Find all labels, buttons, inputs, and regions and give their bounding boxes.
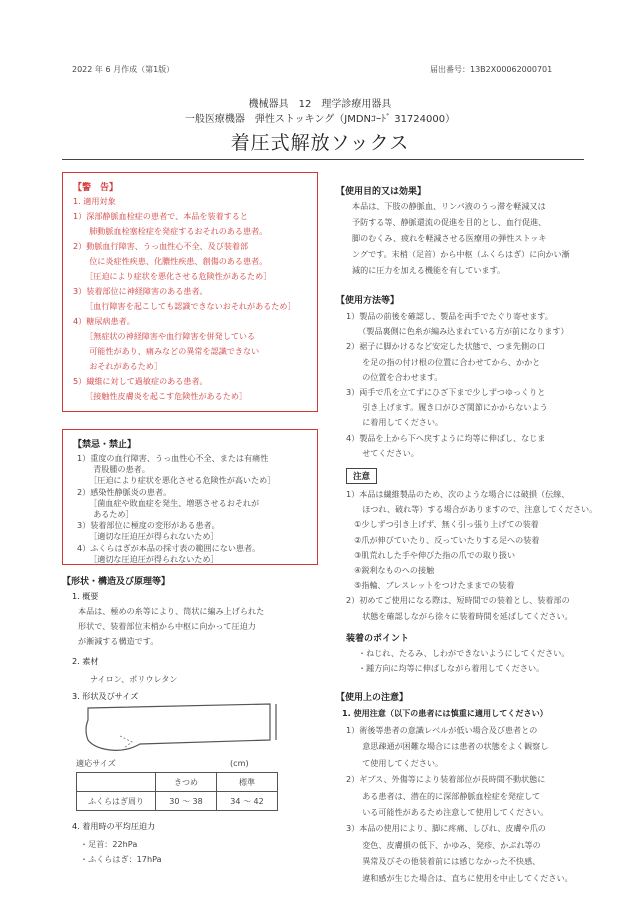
caution-line: て使用してください。 [346, 757, 444, 768]
size-value-tight: 30 ～ 38 [156, 792, 217, 811]
overview-line-2: 形状で、装着部位末梢から中枢に向かって圧迫力 [78, 621, 256, 631]
contraindication-line: 2）感染性静脈炎の患者。 [77, 486, 172, 497]
caution-line: ある患者は、潜在的に深部静脈血栓症を発症して [346, 790, 541, 801]
usage-title: 【使用方法等】 [336, 296, 400, 306]
purpose-line: 本品は、下肢の静脈血、リンパ液のうっ滞を軽減又は [352, 201, 546, 211]
overview-heading: 1. 概要 [72, 591, 99, 601]
material-text: ナイロン、ポリウレタン [90, 674, 178, 684]
filing-number: 届出番号：13B2X00062000701 [430, 65, 553, 74]
note-line: ⑤指輪、ブレスレットをつけたままでの装着 [346, 580, 515, 591]
title-divider [62, 159, 584, 160]
contraindication-line: ［圧迫により症状を悪化させる危険性が高いため］ [77, 475, 276, 486]
warning-line: 肺動脈血栓塞栓症を発症するおそれのある患者。 [73, 226, 268, 236]
purpose-line: 減的に圧力を加える機能を有しています。 [352, 265, 506, 275]
size-header-tight: きつめ [156, 773, 217, 792]
usage-line: 2）裾子に脚かけるなど安定した状態で、つま先側の口 [346, 341, 546, 352]
note-line: ③肌荒れした手や伸びた指の爪での取り扱い [346, 549, 516, 560]
warning-line: おそれがあるため］ [73, 361, 163, 371]
pressure-calf: ・ふくらはぎ：17hPa [80, 854, 162, 864]
usage-line: 3）両手で爪を立てずにひざ下まで少しずつゆっくりと [346, 387, 546, 397]
size-value-standard: 34 ～ 42 [217, 792, 278, 811]
contraindication-line: ［菌血症や敗血症を発生、増悪させるおそれが [77, 497, 260, 508]
warning-line: 5）繊維に対して過敏症のある患者。 [73, 376, 208, 386]
document-title: 着圧式解放ソックス [230, 132, 410, 154]
contraindication-line: 3）装着部位に極度の変形がある患者。 [77, 520, 220, 531]
warning-line: 4）糖尿病患者。 [73, 316, 135, 326]
caution-line: 異常及びその他装着前には感じなかった不快感、 [346, 856, 541, 867]
purpose-line: 脚のむくみ、疲れを軽減させる医療用の弾性ストッキ [352, 233, 547, 243]
contraindication-line: あるため］ [77, 509, 134, 519]
sock-illustration [80, 700, 300, 760]
warning-line: 1）深部静脈血栓症の患者で、本品を装着すると [73, 211, 248, 221]
size-table-corner [77, 773, 156, 792]
overview-line-1: 本品は、極めの糸等により、筒状に編み上げられた [78, 606, 265, 616]
overview-line-3: が漸減する構造です。 [78, 636, 159, 646]
warning-line: ［血行障害を起こしても認識できないおそれがあるため］ [73, 301, 296, 311]
contraindication-line: 1）重度の血行障害、うっ血性心不全、または有痛性 [77, 453, 269, 463]
contraindication-line: 青股腫の患者。 [77, 464, 150, 475]
warning-line: ［圧迫により症状を悪化させる危険性があるため］ [73, 271, 272, 281]
size-table [76, 772, 278, 811]
warning-line: 3）装着部位に神経障害のある患者。 [73, 286, 208, 296]
contraindication-line: ［適切な圧迫圧が得られないため］ [77, 531, 219, 542]
device-category: 機械器具 12 理学診療用器具 [248, 99, 392, 110]
caution-title: 【使用上の注意】 [336, 693, 409, 703]
note-line: 2）初めてご使用になる際は、短時間での装着とし、装着部の [346, 595, 570, 606]
contraindication-title: 【禁忌・禁止】 [73, 440, 137, 450]
warning-line: 位に炎症性疾患、化膿性疾患、創傷のある患者。 [73, 256, 268, 266]
contraindication-line: 4）ふくらはぎが本品の採寸表の範囲にない患者。 [77, 542, 261, 553]
contraindication-line: ［適切な圧迫圧が得られないため］ [77, 553, 219, 564]
caution-line: 2）ギプス、外傷等により装着部位が長時間不動状態に [346, 774, 546, 785]
caution-line: 変色、皮膚損の低下、かゆみ、発疹、かぶれ等の [346, 839, 541, 850]
pressure-heading: 4. 着用時の平均圧迫力 [72, 821, 156, 831]
usage-line: を足の指の付け根の位置に合わせてから、かかと [346, 356, 541, 367]
device-classification: 一般医療機器 弾性ストッキング（JMDNｺｰﾄﾞ 31724000） [184, 114, 456, 125]
usage-line: せてください。 [346, 447, 419, 458]
size-caption: 適応サイズ [76, 758, 116, 768]
usage-line: に着用してください。 [346, 417, 444, 428]
warning-line: 可能性があり、痛みなどの異常を認識できない [73, 346, 260, 356]
usage-line: の位置を合わせます。 [346, 371, 443, 382]
purpose-line: 予防する等、静脈還流の促進を目的とし、血行促進、 [352, 217, 547, 227]
pressure-ankle: ・足首：22hPa [80, 839, 138, 849]
purpose-title: 【使用目的又は効果】 [336, 187, 427, 197]
usage-line: 1）製品の前後を確認し、製品を両手でたぐり寄せます。 [346, 311, 553, 321]
creation-date: 2022 年 6 月作成（第1版） [72, 65, 175, 74]
size-row-label: ふくらはぎ周り [77, 792, 156, 811]
caution-heading: 1. 使用注意（以下の患者には慎重に適用してください） [342, 708, 548, 718]
caution-line: いる可能性があるため注意して使用してください。 [346, 807, 549, 817]
warning-line: ［接触性皮膚炎を起こす危険性があるため］ [73, 391, 248, 401]
shape-size-heading: 3. 形状及びサイズ [72, 691, 139, 701]
caution-line: 違和感が生じた場合は、直ちに使用を中止してください。 [346, 872, 573, 883]
contraindication-box [62, 429, 318, 565]
note-line: 1）本品は繊維製品のため、次のような場合には破損（伝線、 [346, 489, 570, 499]
note-line: ④鋭利なものへの接触 [346, 565, 435, 575]
note-line: ①少しずつ引き上げず、無く引っ張り上げての装着 [346, 519, 539, 530]
purpose-line: ングです。末梢（足首）から中枢（ふくらはぎ）に向かい漸 [352, 249, 570, 259]
warning-title: 【警 告】 [73, 183, 119, 193]
warning-line: 1. 適用対象 [73, 196, 116, 206]
caution-line: 1）術後等患者の意識レベルが低い場合及び患者との [346, 725, 538, 735]
caution-line: 3）本品の使用により、脚に疼痛、しびれ、皮膚や爪の [346, 823, 546, 834]
note-title: 注意 [346, 468, 377, 484]
warning-line: ［無症状の神経障害や血行障害を併発している [73, 331, 256, 341]
point-line: ・ねじれ、たるみ、しわができないようにしてください。 [358, 648, 570, 658]
warning-line: 2）動脈血行障害、うっ血性心不全、及び装着部 [73, 241, 249, 251]
point-line: ・踵方向に均等に伸ばしながら着用してください。 [358, 663, 545, 673]
warning-box [62, 172, 318, 412]
size-unit: (cm) [230, 758, 249, 768]
usage-line: 引き上げます。履き口がひざ関節にかからないよう [346, 402, 548, 413]
size-table-header-row [77, 773, 278, 792]
point-title: 装着のポイント [346, 634, 410, 644]
structure-title: 【形状・構造及び原理等】 [62, 577, 171, 587]
size-table-row [77, 792, 278, 811]
caution-line: 意思疎通が困難な場合には患者の状態をよく観察し [346, 741, 549, 752]
note-line: ②爪が伸びていたり、反っていたりする足への装着 [346, 534, 540, 545]
usage-line: 4）製品を上から下へ戻すように均等に伸ばし、なじま [346, 432, 546, 443]
note-line: 状態を確認しながら徐々に装着時間を延ばしてください。 [346, 610, 573, 621]
material-heading: 2. 素材 [72, 656, 99, 666]
size-header-standard: 標準 [217, 773, 278, 792]
usage-line: （製品裏側に色糸が編み込まれている方が前になります） [346, 326, 569, 337]
note-line: ほつれ、破れ等）する場合がありますので、注意してください。 [346, 504, 598, 515]
